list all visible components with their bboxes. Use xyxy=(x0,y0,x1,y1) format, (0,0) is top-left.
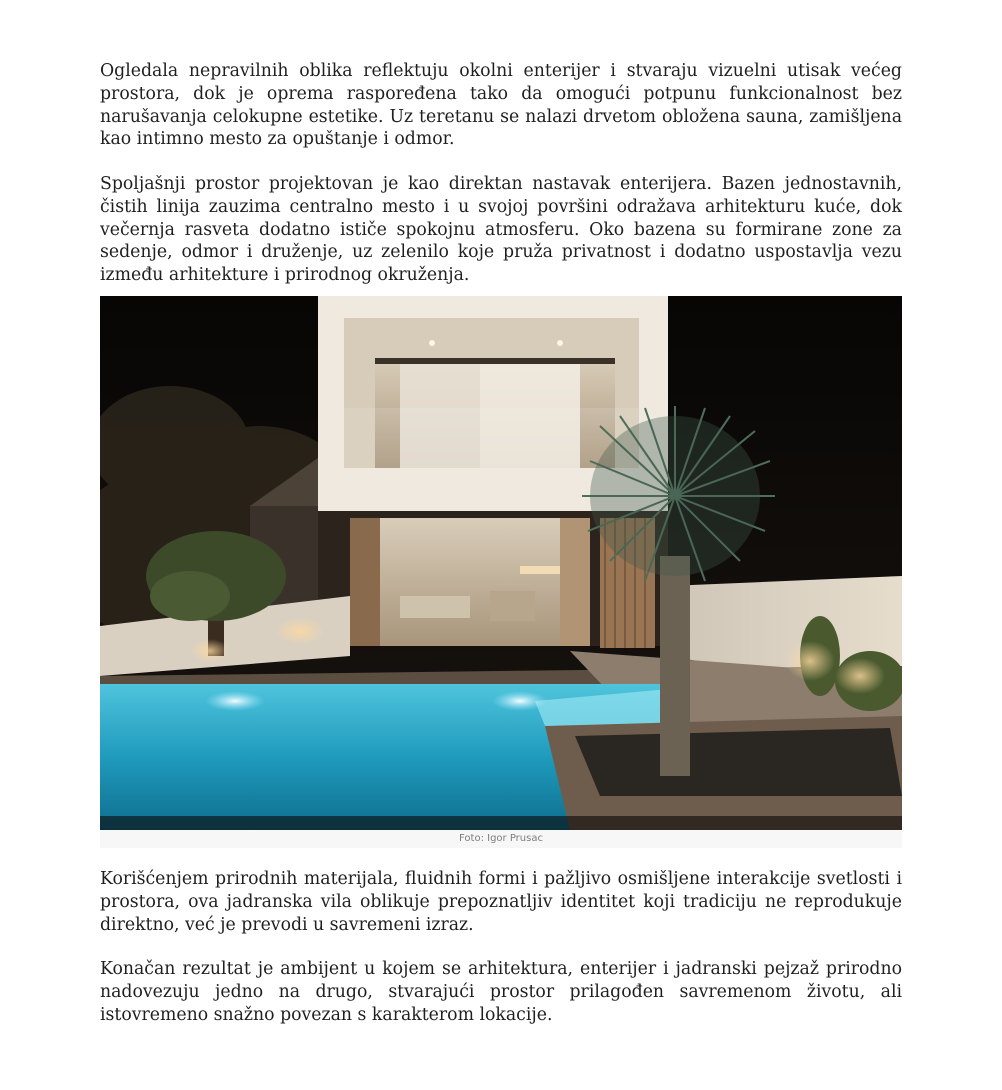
villa-night-photo[interactable] xyxy=(100,296,902,830)
villa-photo-figure xyxy=(100,296,902,848)
paragraph-mirrors-sauna: Ogledala nepravilnih oblika reflektuju okolni enterijer i stvaraju vizuelni utisak većeg prostora, dok je oprema raspoređena tako da omogući potpunu funkcionalnost bez narušavanja celokupne estetike. Uz teretanu se nalazi drvetom obložena sauna, zamišljena kao intimno mesto za opuštanje i odmor. xyxy=(100,61,902,150)
paragraph-outdoor-space: Spoljašnji prostor projektovan je kao direktan nastavak enterijera. Bazen jednostavnih, čistih linija zauzima centralno mesto i u svojoj površini odražava arhitekturu kuće, dok večernja rasveta dodatno ističe spokojnu atmosferu. Oko bazena su formirane zone za sedenje, odmor i druženje, uz zelenilo koje pruža privatnost i dodatno uspostavlja vezu između arhitekture i prirodnog okruženja. xyxy=(100,174,902,286)
paragraph-materials: Korišćenjem prirodnih materijala, fluidnih formi i pažljivo osmišljene interakcije svetlosti i prostora, ova jadranska vila oblikuje prepoznatljiv identitet koji tradiciju ne reprodukuje direktno, već je prevodi u savremeni izraz. xyxy=(100,869,902,935)
photo-caption: Foto: Igor Prusac xyxy=(100,830,902,848)
paragraph-conclusion: Konačan rezultat je ambijent u kojem se arhitektura, enterijer i jadranski pejzaž prirodno nadovezuju jedno na drugo, stvarajući prostor prilagođen savremenom životu, ali istovremeno snažno povezan s karakterom lokacije. xyxy=(100,959,902,1025)
